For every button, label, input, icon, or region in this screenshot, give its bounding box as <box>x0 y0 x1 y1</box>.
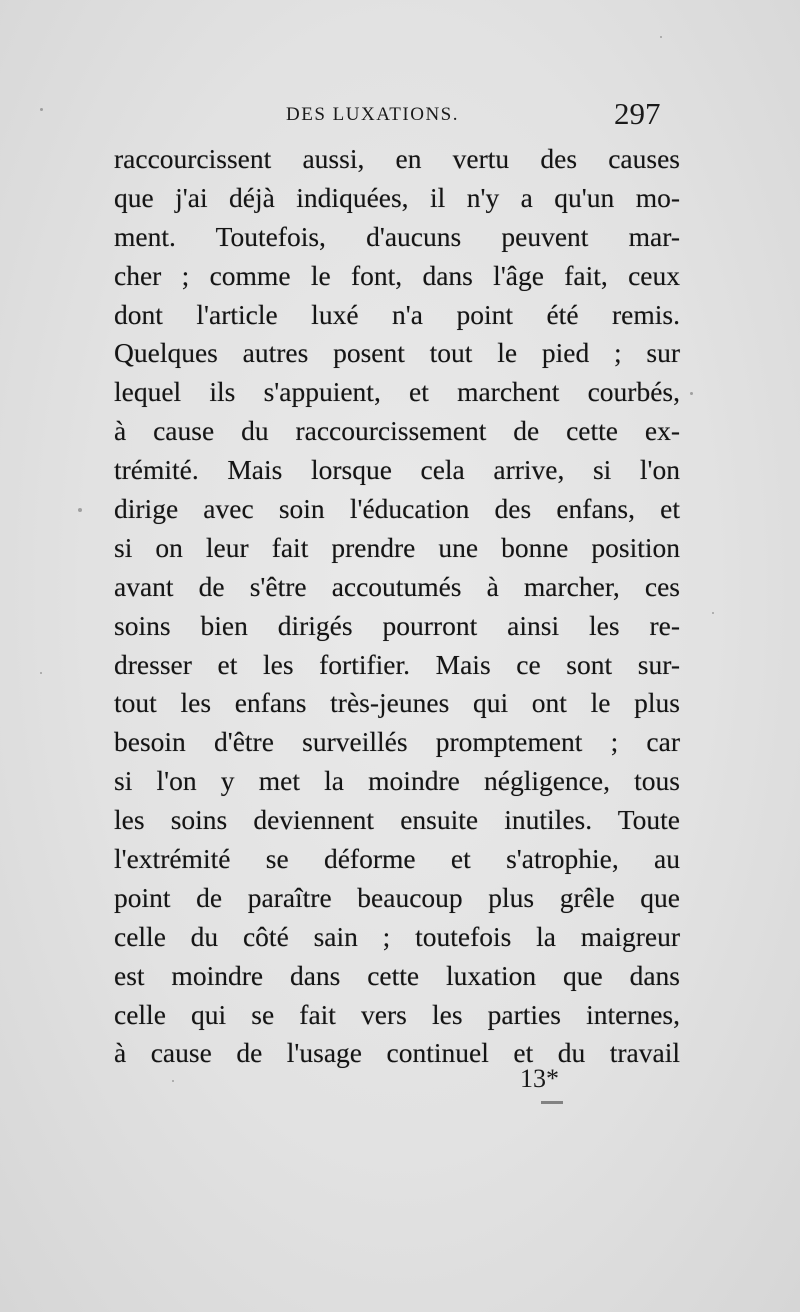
body-text <box>114 140 680 1073</box>
text-line: si on leur fait prendre une bonne position <box>114 531 680 563</box>
text-line: avant de s'être accoutumés à marcher, ces <box>114 570 680 602</box>
text-line: raccourcissent aussi, en vertu des causes <box>114 143 680 174</box>
text-line: à cause du raccourcissement de cette ex- <box>114 415 680 447</box>
text-line: lequel ils s'appuient, et marchent courbés, <box>114 376 680 408</box>
paper-speck <box>172 1080 174 1082</box>
text-line: point de paraître beaucoup plus grêle que <box>114 881 680 913</box>
text-line: les soins deviennent ensuite inutiles. Toute <box>114 804 680 836</box>
text-line: soins bien dirigés pourront ainsi les re- <box>114 609 680 641</box>
paper-speck <box>40 672 42 674</box>
page-number: 297 <box>614 96 661 131</box>
text-line: si l'on y met la moindre négligence, tous <box>114 765 680 797</box>
paper-speck <box>78 508 82 512</box>
text-line: est moindre dans cette luxation que dans <box>114 959 680 991</box>
running-title: DES LUXATIONS. <box>286 104 459 125</box>
text-line: celle du côté sain ; toutefois la maigreur <box>114 920 680 952</box>
text-line: cher ; comme le font, dans l'âge fait, ceux <box>114 259 680 291</box>
paper-speck <box>690 392 693 395</box>
text-line: celle qui se fait vers les parties internes, <box>114 998 680 1030</box>
paper-speck <box>712 612 714 614</box>
text-line: dresser et les fortifier. Mais ce sont sur- <box>114 648 680 680</box>
text-line: dirige avec soin l'éducation des enfans, et <box>114 493 680 525</box>
text-line: Quelques autres posent tout le pied ; sur <box>114 337 680 369</box>
text-line: trémité. Mais lorsque cela arrive, si l'on <box>114 454 680 486</box>
text-line: dont l'article luxé n'a point été remis. <box>114 298 680 330</box>
text-line: l'extrémité se déforme et s'atrophie, au <box>114 843 680 875</box>
text-line: tout les enfans très-jeunes qui ont le plus <box>114 687 680 719</box>
running-head <box>0 96 800 140</box>
text-line: besoin d'être surveillés promptement ; car <box>114 726 680 758</box>
paper-speck <box>660 36 662 38</box>
text-line: que j'ai déjà indiquées, il n'y a qu'un mo- <box>114 181 680 213</box>
signature-mark: 13* <box>520 1064 559 1093</box>
text-line: ment. Toutefois, d'aucuns peuvent mar- <box>114 220 680 252</box>
ink-smudge <box>541 1101 563 1104</box>
text-line: à cause de l'usage continuel et du travail <box>114 1037 680 1069</box>
